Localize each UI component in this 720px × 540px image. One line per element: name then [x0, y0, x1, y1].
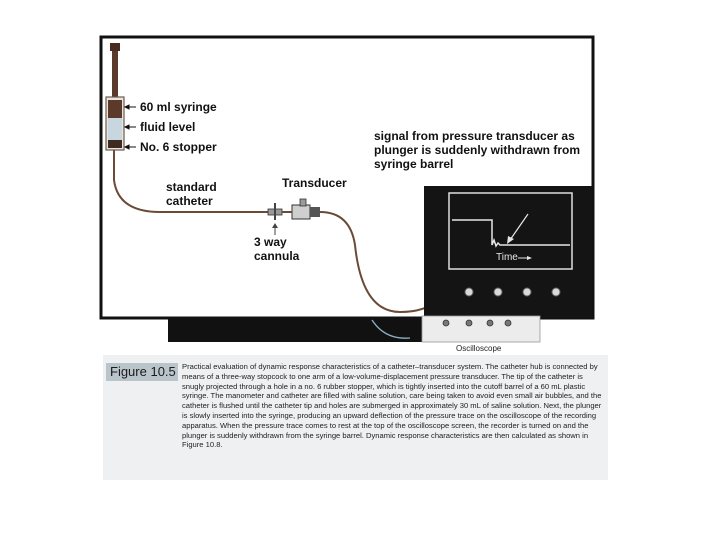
transducer — [282, 199, 320, 219]
oscilloscope-label: Oscilloscope — [456, 344, 502, 353]
fluid-level-label: fluid level — [138, 121, 221, 135]
figure-number: Figure 10.5 — [106, 363, 178, 381]
oscilloscope-base — [422, 316, 540, 342]
transducer-label: Transducer — [280, 177, 353, 191]
transducer-cable — [320, 212, 438, 312]
dark-band — [168, 318, 424, 342]
syringe-pointers — [125, 105, 136, 149]
stopcock — [268, 203, 282, 235]
catheter-label: standard catheter — [164, 181, 223, 209]
signal-label: signal from pressure transducer as plunger is suddenly withdrawn from syringe barrel — [372, 130, 590, 173]
syringe — [106, 43, 124, 150]
time-label: Time — [496, 252, 518, 263]
cannula-label: 3 way cannula — [252, 236, 323, 266]
stopper-label: No. 6 stopper — [138, 141, 225, 155]
syringe-label: 60 ml syringe — [138, 101, 235, 115]
caption-text: Practical evaluation of dynamic response characteristics of a catheter–transducer system. The catheter hub is connected by means of a three-way stopcock to one arm of a low-volume-displacement pressure transducer. The tip of the catheter is snugly projected through a hole in a no. 6 rubber stopper, which is tightly inserted into the cutoff barrel of a 60 mL plastic syringe. The manometer and catheter are filled with saline solution, care being taken to avoid even small air bubbles, and the catheter is flushed until the catheter tip and holes are submerged in approximately 30 mL of saline solution. Next, the plunger is slowly inserted into the syringe, producing an upward deflection of the pressure trace on the oscilloscope of the recording apparatus. When the pressure trace comes to rest at the top of the oscilloscope screen, the recorder is turned on and the plunger is suddenly withdrawn from the syringe barrel. Dynamic response characteristics are then calculated as shown in Figure 10.8. — [182, 362, 602, 450]
